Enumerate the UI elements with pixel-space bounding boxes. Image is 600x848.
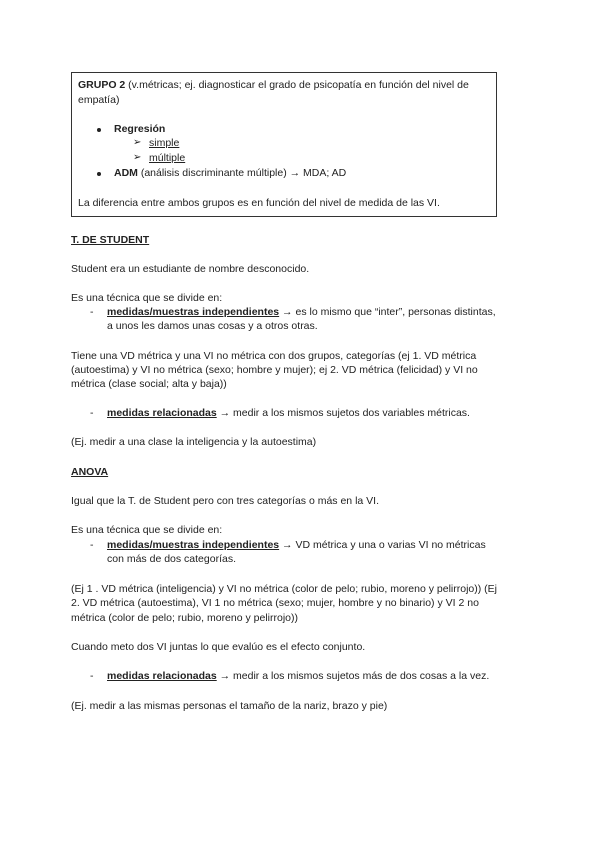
adm-line [114, 166, 346, 180]
tstudent-tiene-2: (autoestima) y VI no métrica (sexo; hombre y mujer); ej 2. VD métrica (felicidad) y VI no [71, 364, 478, 376]
sub-item-multiple-text: múltiple [149, 152, 186, 164]
anova-item1-bold: medidas/muestras independientes [107, 539, 280, 551]
bullet-icon [97, 172, 101, 176]
sub-item-multiple [149, 151, 185, 165]
regresion-label [114, 122, 165, 136]
tstudent-tiene-3: métrica (clase social; alta y baja)) [71, 378, 227, 390]
dash-bullet: - [90, 407, 94, 419]
bullet-icon [97, 128, 101, 132]
arrow-bullet-icon: ➢ [133, 152, 142, 163]
dash-bullet: - [90, 539, 94, 551]
anova-item2-bold: medidas relacionadas [107, 670, 217, 682]
tstudent-item1-line1 [107, 305, 496, 319]
tstudent-item1-line2: a unos les damos unas cosas y a otros otras. [107, 320, 318, 332]
anova-ej1-1: (Ej 1 . VD métrica (inteligencia) y VI no métrica (color de pelo; rubio, moreno y pelirrojo)) (Ej [71, 583, 497, 595]
diferencia-text: La diferencia entre ambos grupos es en función del nivel de medida de las VI. [78, 197, 440, 209]
arrow-bullet-icon: ➢ [133, 137, 142, 148]
anova-item2 [107, 669, 489, 683]
tstudent-ej: (Ej. medir a una clase la inteligencia y la autoestima) [71, 436, 317, 448]
adm-desc: (análisis discriminante múltiple) → MDA; AD [137, 167, 347, 179]
anova-conjunto: Cuando meto dos VI juntas lo que evalúo es el efecto conjunto. [71, 641, 366, 653]
grupo-line-1 [78, 78, 469, 92]
sub-item-simple-text: simple [149, 137, 180, 149]
grupo-title: GRUPO 2 [78, 79, 126, 91]
tstudent-item1-bold: medidas/muestras independientes [107, 306, 280, 318]
tstudent-heading: T. DE STUDENT [71, 234, 150, 246]
anova-ej1-2: 2. VD métrica (autoestima), VI 1 no métrica (sexo; mujer, hombre y no binario) y VI 2 no [71, 597, 479, 609]
adm-label: ADM [114, 167, 138, 179]
tstudent-item2-bold: medidas relacionadas [107, 407, 217, 419]
anova-divide: Es una técnica que se divide en: [71, 524, 223, 536]
anova-intro: Igual que la T. de Student pero con tres categorías o más en la VI. [71, 495, 379, 507]
tstudent-tiene-1: Tiene una VD métrica y una VI no métrica con dos grupos, categorías (ej 1. VD métrica [71, 350, 477, 362]
anova-item2-rest: → medir a los mismos sujetos más de dos cosas a la vez. [216, 670, 490, 682]
anova-heading: ANOVA [71, 466, 109, 478]
grupo-2-box [71, 72, 497, 217]
tstudent-intro: Student era un estudiante de nombre desconocido. [71, 263, 310, 275]
sub-item-simple [149, 136, 179, 150]
tstudent-item2 [107, 406, 470, 420]
grupo-desc-1: (v.métricas; ej. diagnosticar el grado de psicopatía en función del nivel de [125, 79, 469, 91]
grupo-desc-2: empatía) [78, 94, 120, 106]
dash-bullet: - [90, 306, 94, 318]
tstudent-item2-rest: → medir a los mismos sujetos dos variables métricas. [216, 407, 470, 419]
anova-item1-line1 [107, 538, 486, 552]
dash-bullet: - [90, 670, 94, 682]
tstudent-item1-rest: → es lo mismo que “inter”, personas distintas, [279, 306, 496, 318]
anova-ej1-3: métrica (color de pelo; rubio, moreno y pelirrojo)) [71, 612, 299, 624]
anova-ej2: (Ej. medir a las mismas personas el tamaño de la nariz, brazo y pie) [71, 700, 388, 712]
anova-item1-line2: con más de dos categorías. [107, 553, 236, 565]
regresion-text: Regresión [114, 123, 166, 135]
anova-item1-rest: → VD métrica y una o varias VI no métricas [279, 539, 486, 551]
tstudent-divide: Es una técnica que se divide en: [71, 292, 223, 304]
